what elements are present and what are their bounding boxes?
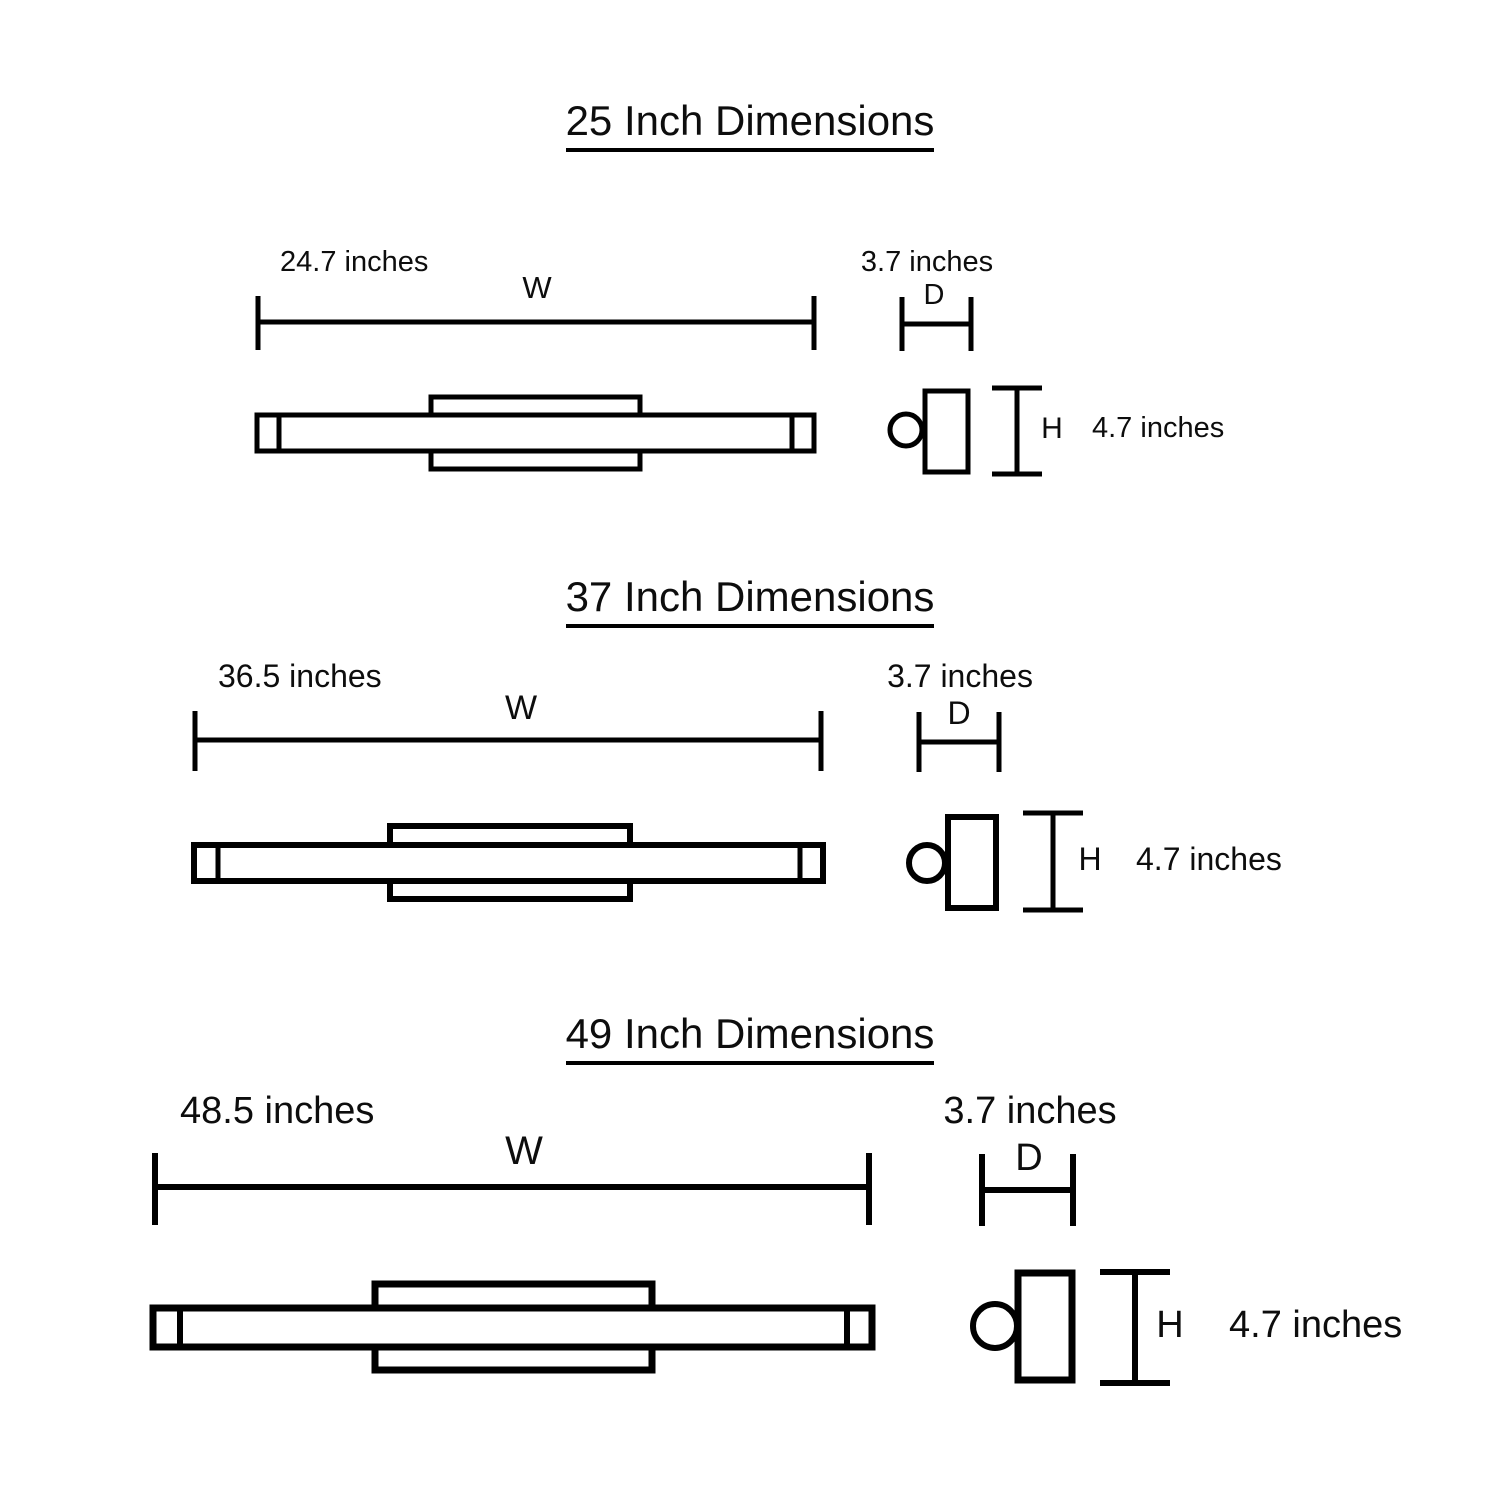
height-value-label: 4.7 inches bbox=[1092, 412, 1225, 444]
section-title-row bbox=[0, 573, 1500, 628]
height-symbol-label: H bbox=[1041, 412, 1063, 445]
width-value-label: 24.7 inches bbox=[280, 246, 429, 278]
height-value-label: 4.7 inches bbox=[1229, 1304, 1403, 1346]
width-value-label: 36.5 inches bbox=[218, 658, 382, 694]
side-view-body bbox=[1018, 1273, 1072, 1380]
width-symbol-label: W bbox=[505, 1129, 543, 1173]
section-title: 49 Inch Dimensions bbox=[566, 1013, 935, 1065]
fixture-bar bbox=[194, 845, 823, 881]
section-25-shapes bbox=[257, 296, 1042, 474]
depth-symbol-label: D bbox=[947, 695, 971, 731]
depth-value-label: 3.7 inches bbox=[943, 1090, 1117, 1132]
side-view-knob bbox=[909, 845, 945, 881]
depth-value-label: 3.7 inches bbox=[887, 658, 1033, 694]
width-symbol-label: W bbox=[504, 689, 538, 727]
side-view-body bbox=[948, 817, 996, 908]
side-view-knob bbox=[890, 414, 922, 446]
width-value-label: 48.5 inches bbox=[180, 1090, 375, 1132]
side-view-knob bbox=[973, 1304, 1017, 1348]
fixture-bar bbox=[153, 1308, 872, 1347]
side-view-body bbox=[925, 391, 968, 472]
height-symbol-label: H bbox=[1156, 1304, 1184, 1346]
section-title: 25 Inch Dimensions bbox=[566, 100, 935, 152]
section-37-shapes bbox=[194, 711, 1083, 910]
section-title-row bbox=[0, 97, 1500, 152]
width-symbol-label: W bbox=[522, 270, 552, 305]
fixture-bar bbox=[257, 415, 814, 451]
depth-symbol-label: D bbox=[1015, 1137, 1043, 1179]
section-title: 37 Inch Dimensions bbox=[566, 576, 935, 628]
depth-value-label: 3.7 inches bbox=[860, 246, 994, 278]
height-value-label: 4.7 inches bbox=[1136, 841, 1282, 877]
section-title-row bbox=[0, 1010, 1500, 1065]
section-49-shapes bbox=[153, 1153, 1170, 1383]
height-symbol-label: H bbox=[1078, 841, 1102, 877]
depth-symbol-label: D bbox=[923, 279, 945, 311]
